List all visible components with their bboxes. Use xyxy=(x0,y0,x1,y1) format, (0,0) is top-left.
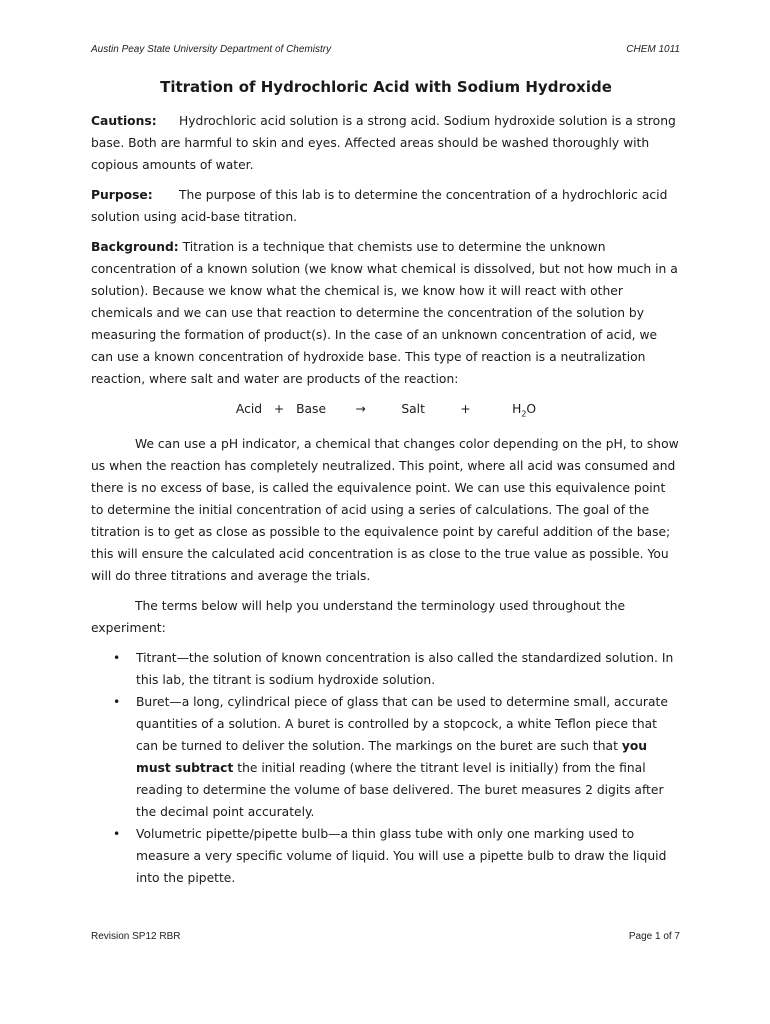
indicator-paragraph: We can use a pH indicator, a chemical that changes color depending on the pH, to show us when the reaction has completely neutralized. This point, where all acid was consumed and there is no excess of base, is called the equivalence point. We can use this equivalence point to determine the initial concentration of acid using a series of calculations. The goal of the titration is to get as close as possible to the equivalence point by careful addition of the base; this will ensure the calculated acid concentration is as close to the true value as possible. You will do three titrations and average the trials. xyxy=(91,437,679,584)
background-label: Background: xyxy=(91,240,179,254)
cautions-text: Hydrochloric acid solution is a strong acid. Sodium hydroxide solution is a strong base. Both are harmful to skin and eyes. Affected areas should be washed thoroughly with copious amounts of water. xyxy=(91,114,676,172)
terms-intro-paragraph: The terms below will help you understand the terminology used throughout the experiment: xyxy=(91,599,626,636)
background-text: Titration is a technique that chemists use to determine the unknown concentration of a known solution (we know what chemical is dissolved, but not how much in a solution). Because we know what the chemical is, we know how it will react with other chemicals and we can use that reaction to determine the concentration of the solution by measuring the formation of product(s). In the case of an unknown concentration of acid, we can use a known concentration of hydroxide base. This type of reaction is a neutralization reaction, where salt and water are products of the reaction: xyxy=(91,240,678,386)
header-course: CHEM 1011 xyxy=(626,44,680,55)
eq-water-h: H xyxy=(512,402,522,416)
background-paragraph xyxy=(91,236,681,390)
reaction-equation xyxy=(91,398,681,425)
eq-water-o: O xyxy=(526,402,537,416)
purpose-label: Purpose: xyxy=(91,188,153,202)
eq-salt: Salt xyxy=(401,402,425,416)
document-body xyxy=(91,74,681,889)
list-item-buret xyxy=(91,691,681,823)
cautions-paragraph xyxy=(91,110,681,176)
purpose-text: The purpose of this lab is to determine the concentration of a hydrochloric acid solution using acid-base titration. xyxy=(91,188,668,224)
buret-text-b: the initial reading (where the titrant level is initially) from the final reading to determine the volume of base delivered. The buret measures 2 digits after the decimal point accurately. xyxy=(136,761,664,820)
document-title: Titration of Hydrochloric Acid with Sodium Hydroxide xyxy=(160,78,612,96)
eq-plus-2: + xyxy=(460,402,471,416)
eq-plus-1: + xyxy=(273,402,285,416)
footer-page-number: Page 1 of 7 xyxy=(628,931,680,942)
eq-water-sub: 2 xyxy=(521,409,527,419)
terms-list xyxy=(91,647,681,889)
eq-arrow-icon: → xyxy=(355,402,366,416)
list-item-pipette: • Volumetric pipette/pipette bulb—a thin glass tube with only one marking used to measure a very specific volume of liquid. You will use a pipette bulb to draw the liquid into the pipette. xyxy=(91,823,681,889)
buret-text-a: Buret—a long, cylindrical piece of glass that can be used to determine small, accurate quantities of a solution. A buret is controlled by a stopcock, a white Teflon piece that can be turned to deliver the solution. The markings on the buret are such that xyxy=(136,695,668,754)
buret-text-bold: you must subtract xyxy=(136,739,648,776)
eq-base: Base xyxy=(296,402,327,416)
footer-revision: Revision SP12 RBR xyxy=(91,931,181,942)
header-department: Austin Peay State University Department of Chemistry xyxy=(91,44,332,55)
cautions-label: Cautions: xyxy=(91,114,157,128)
eq-acid: Acid xyxy=(235,402,263,416)
purpose-paragraph xyxy=(91,184,681,228)
list-item-titrant: • Titrant—the solution of known concentration is also called the standardized solution. In this lab, the titrant is sodium hydroxide solution. xyxy=(91,647,681,691)
eq-water xyxy=(512,398,536,425)
